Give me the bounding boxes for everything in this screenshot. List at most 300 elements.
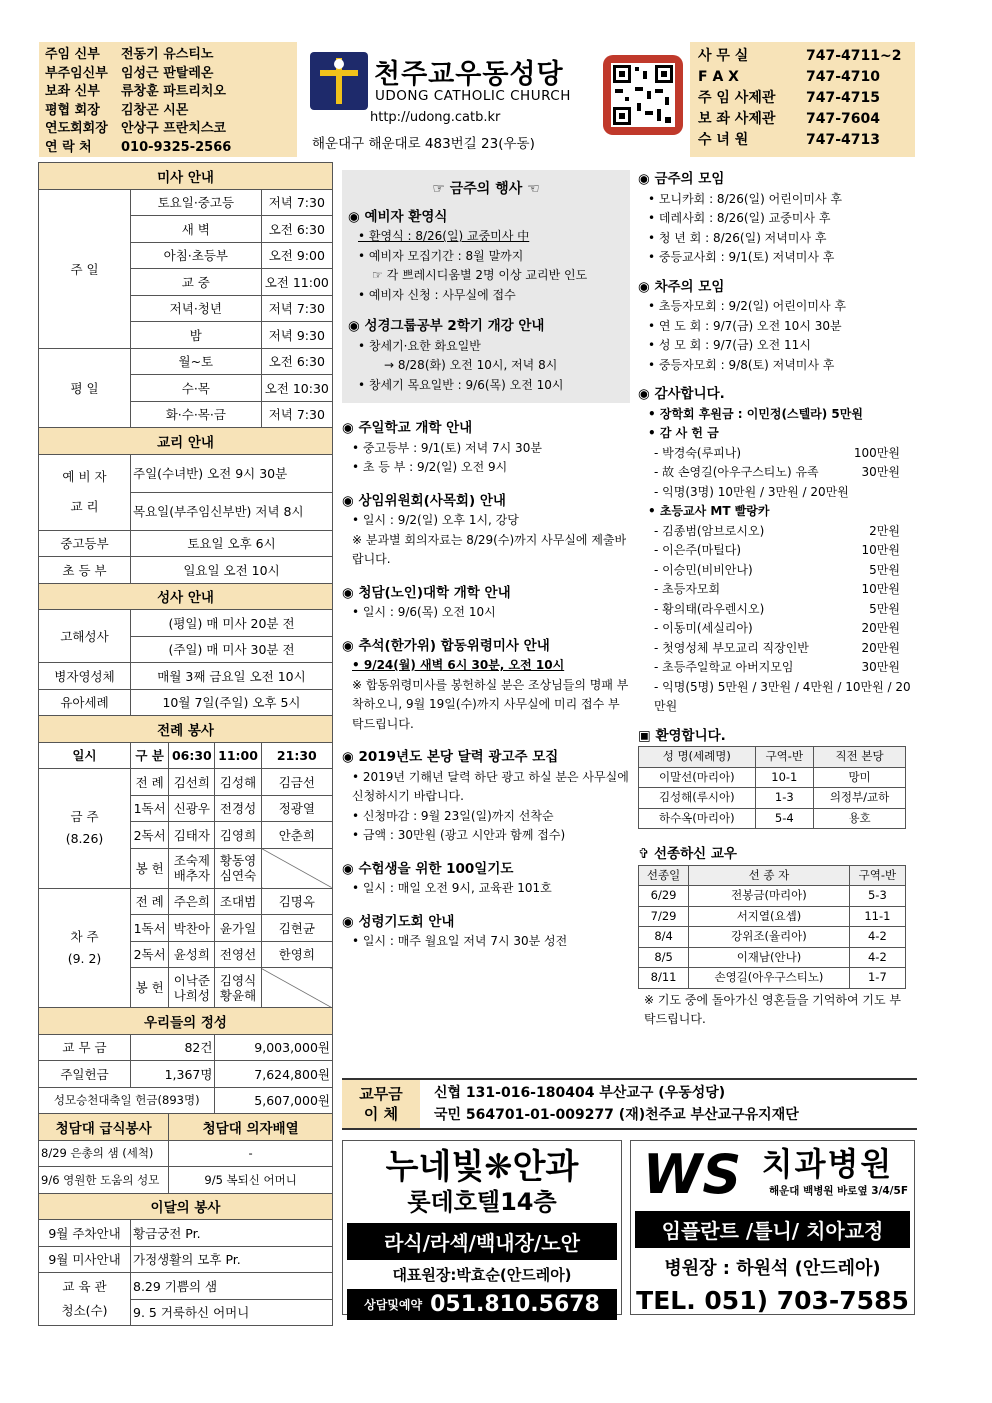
table-cell: 김금선 (261, 769, 332, 796)
phone-label: 주 임 사제관 (698, 90, 776, 106)
table-cell: 9월 미사안내 (39, 1246, 131, 1273)
table-row (39, 428, 333, 455)
deceased-table (638, 865, 906, 989)
staff-role: 주임 신부 (45, 47, 100, 62)
qr-code[interactable] (603, 55, 683, 135)
phone-row (698, 109, 907, 130)
notice-line: • 중고등부 : 9/1(토) 저녁 7시 30분 (352, 440, 542, 455)
table-cell: 11-1 (849, 906, 905, 927)
meet-line: • 모니카회 : 8/26(일) 어린이미사 후 (648, 191, 843, 206)
table-cell: 4-2 (849, 927, 905, 948)
mass-time: 오전 11:00 (261, 269, 332, 296)
table-header (639, 747, 906, 768)
meet-line: • 중등자모회 : 9/8(토) 저녁미사 후 (648, 357, 835, 372)
donation-amount: 20만원 (861, 621, 900, 635)
ad2-address: 해운대 백병원 바로옆 3/4/5F (768, 1185, 908, 1197)
table-cell: 2독서 (131, 822, 169, 849)
donor-name: - 첫영성체 부모교리 직장인반 (654, 640, 809, 655)
table-cell: 2독서 (131, 941, 169, 968)
table-cell: 김성해 (215, 769, 261, 796)
table-cell: 조숙제 배추자 (169, 848, 215, 888)
table-cell: 8/5 (639, 947, 689, 968)
middle-column (342, 170, 630, 966)
section-title: 이달의 봉사 (39, 1193, 333, 1220)
table-row (39, 1246, 333, 1273)
event-line: • 창세기·요한 화요일반 (358, 338, 481, 353)
mass-time: 저녁 7:30 (261, 401, 332, 428)
mass-name: 토요일·중고등 (131, 189, 262, 216)
table-cell: 안춘희 (261, 822, 332, 849)
church-name: 천주교우동성당 (374, 59, 564, 90)
staff-name: 김창곤 시몬 (121, 102, 189, 118)
church-url[interactable]: http://udong.catb.kr (370, 110, 501, 125)
table-row (39, 189, 333, 216)
table-row (39, 1140, 333, 1167)
table-cell: 김성해(루시아) (639, 788, 756, 809)
church-address: 해운대구 해운대로 483번길 23(우동) (312, 136, 535, 152)
list-item (638, 483, 918, 503)
table-cell: 9,003,000원 (215, 1034, 333, 1061)
liturgy-header: 06:30 (169, 742, 215, 769)
table-cell: (주일) 매 미사 30분 전 (131, 636, 333, 663)
table-row (39, 1193, 333, 1220)
donor-name: - 초등자모회 (654, 582, 721, 596)
notice-line: • 신청마감 : 9월 23일(일)까지 선착순 (352, 808, 554, 823)
list-item (638, 444, 918, 464)
phone-label: 사 무 실 (698, 48, 749, 64)
table-cell: 1,367명 (131, 1061, 215, 1088)
event-heading: ◉ 성경그룹공부 2학기 개강 안내 (348, 318, 545, 334)
event-line: ☞ 각 쁘레시디움별 2명 이상 교리반 인도 (372, 268, 588, 282)
notice-section (342, 860, 630, 899)
table-cell: 82건 (131, 1034, 215, 1061)
ad1-contact-label: 상담및예약 (364, 1298, 423, 1312)
phone-number[interactable]: 747-7604 (806, 111, 880, 127)
mass-group-label: 평 일 (39, 348, 131, 428)
mass-name: 밤 (131, 322, 262, 349)
staff-name: 010-9325-2566 (121, 139, 232, 155)
table-cell: 김영식 황윤해 (215, 968, 261, 1008)
table-row (39, 1061, 333, 1088)
table-row (39, 1167, 333, 1194)
phone-number[interactable]: 747-4713 (806, 132, 880, 148)
ad1-director: 대표원장:박효순(안드레아) (392, 1266, 572, 1284)
table-cell: 조대범 (215, 888, 261, 915)
table-row (39, 742, 333, 769)
table-row (639, 788, 906, 809)
staff-name: 류창훈 파트리치오 (121, 84, 226, 99)
church-logo (310, 48, 600, 118)
donation-amount: 30만원 (861, 465, 900, 479)
table-cell: 교 육 관 청소(수) (39, 1273, 131, 1326)
notice-section (342, 419, 630, 478)
list-item (638, 619, 918, 639)
table-cell: 용호 (814, 808, 906, 829)
this-week-events (342, 170, 630, 403)
staff-role: 평협 회장 (45, 102, 100, 118)
donation-amount: 2만원 (869, 523, 900, 538)
table-cell: 청담대 의자배열 (169, 1114, 333, 1141)
phone-label: 보 좌 사제관 (698, 111, 776, 127)
table-row (39, 1114, 333, 1141)
table-cell: 1-7 (849, 968, 905, 989)
donation-amount: 10만원 (861, 543, 900, 557)
donation-amount: 5만원 (869, 562, 900, 577)
table-row (39, 348, 333, 375)
phone-row (698, 88, 907, 109)
staff-name: 안상구 프란치스코 (121, 121, 226, 136)
section-title: 우리들의 정성 (39, 1008, 333, 1035)
notice-line: • 일시 : 9/2(일) 오후 1시, 강당 (352, 513, 519, 527)
notice-line: ※ 분과별 회의자료는 8/29(수)까지 사무실에 제출바랍니다. (352, 532, 627, 566)
table-cell (261, 968, 332, 1008)
table-cell: 이말선(마리아) (639, 767, 756, 788)
table-row (39, 1034, 333, 1061)
list-item (638, 541, 918, 561)
table-cell: 주일(수녀반) 오전 9시 30분 (131, 454, 333, 492)
donor-name: - 이은주(마틸다) (654, 543, 742, 557)
event-line: • 예비자 신청 : 사무실에 접수 (358, 287, 516, 302)
event-heading: ◉ 예비자 환영식 (348, 208, 448, 225)
table-cell: 의정부/교하 (814, 788, 906, 809)
notice-heading: ◉ 청담(노인)대학 개학 안내 (342, 584, 511, 601)
table-cell: 봉 헌 (131, 848, 169, 888)
table-cell: 병자영성체 (39, 663, 131, 690)
table-cell: 김현균 (261, 915, 332, 942)
meet-line: • 성 모 회 : 9/7(금) 오전 11시 (648, 338, 811, 352)
mass-name: 월~토 (131, 348, 262, 375)
mt-heading: • 초등교사 MT 빨랑카 (648, 504, 770, 518)
meet-line: • 초등자모회 : 9/2(일) 어린이미사 후 (648, 299, 846, 313)
table-cell: 목요일(부주임신부반) 저녁 8시 (131, 492, 333, 530)
table-cell: 초 등 부 (39, 557, 131, 584)
column-header: 선 종 자 (689, 865, 850, 886)
donation-amount: 10만원 (861, 582, 900, 596)
ad2-director: 병원장 : 하원석 (안드레아) (664, 1258, 881, 1279)
meet-line: • 청 년 회 : 8/26(일) 저녁미사 후 (648, 230, 827, 245)
table-cell (261, 848, 332, 888)
table-cell: 중고등부 (39, 530, 131, 557)
table-row (39, 716, 333, 743)
ad2-logo: WS (642, 1143, 742, 1206)
table-cell: 황금궁전 Pr. (131, 1220, 333, 1247)
table-cell: 유아세례 (39, 689, 131, 716)
phone-number[interactable]: 747-4710 (806, 69, 880, 85)
table-cell: 1독서 (131, 795, 169, 822)
qr-icon (611, 63, 675, 127)
table-row (39, 163, 333, 190)
section-title: 교리 안내 (39, 428, 333, 455)
table-cell: 교 무 금 (39, 1034, 131, 1061)
table-cell: 이낙준 나희성 (169, 968, 215, 1008)
staff-box (39, 42, 297, 157)
events-title: ☞ 금주의 행사 ☜ (432, 181, 540, 197)
phone-row (698, 130, 907, 151)
mass-time: 저녁 7:30 (261, 295, 332, 322)
table-row (639, 906, 906, 927)
notice-line: ※ 합동위령미사를 봉헌하실 분은 조상님들의 명패 부착하오니, 9월 19일(수)까지 사무실에 미리 접수 부탁드립니다. (352, 677, 629, 731)
staff-row (45, 83, 291, 102)
donation-amount: 30만원 (861, 660, 900, 674)
table-cell: 9. 5 거룩하신 어머니 (131, 1299, 333, 1326)
mass-name: 새 벽 (131, 216, 262, 243)
phone-row (698, 67, 907, 88)
table-cell: 박찬아 (169, 915, 215, 942)
section-title: 전례 봉사 (39, 716, 333, 743)
mass-group-label: 주 일 (39, 189, 131, 348)
list-item (638, 658, 918, 678)
staff-role: 연 락 처 (45, 139, 92, 155)
meet-this-heading: ◉ 금주의 모임 (638, 171, 725, 187)
staff-name: 임성근 판탈레온 (121, 65, 214, 81)
anon-line: - 익명(5명) 5만원 / 3만원 / 4만원 / 10만원 / 20만원 (654, 679, 911, 713)
mass-name: 화·수·목·금 (131, 401, 262, 428)
notice-line: • 일시 : 매주 월요일 저녁 7시 30분 성전 (352, 934, 568, 948)
list-item (638, 463, 918, 483)
table-cell: 윤성희 (169, 941, 215, 968)
ad1-phone: 051.810.5678 (430, 1292, 600, 1317)
table-row (639, 886, 906, 907)
table-cell: 성모승천대축일 헌금(893명) (39, 1087, 215, 1114)
meet-line: • 중등교사회 : 9/1(토) 저녁미사 후 (648, 250, 835, 264)
table-cell: 9월 주차안내 (39, 1220, 131, 1247)
table-row (39, 454, 333, 492)
table-cell: 윤가일 (215, 915, 261, 942)
mass-time: 오전 9:00 (261, 242, 332, 269)
donor-name: - 김종범(암브로시오) (654, 523, 765, 538)
church-eng-name: UDONG CATHOLIC CHURCH (375, 88, 571, 104)
staff-role: 부주임신부 (45, 65, 108, 81)
scholarship-line: • 장학회 후원금 : 이민정(스텔라) 5만원 (648, 406, 863, 421)
table-cell: (평일) 매 미사 20분 전 (131, 610, 333, 637)
phone-label: 수 녀 원 (698, 132, 749, 148)
mt-list (638, 522, 918, 678)
column-header: 선종일 (639, 865, 689, 886)
staff-row (45, 139, 291, 158)
right-column (638, 168, 918, 1030)
table-cell: 9/6 영원한 도움의 성모 (39, 1167, 169, 1194)
table-row (39, 1220, 333, 1247)
deceased-note: ※ 기도 중에 돌아가신 영혼들을 기억하여 기도 부탁드립니다. (644, 992, 902, 1026)
staff-row (45, 102, 291, 121)
bank-transfer (342, 1078, 917, 1130)
deceased-heading: ✞ 선종하신 교우 (638, 846, 737, 862)
table-row (39, 769, 333, 796)
table-row (39, 557, 333, 584)
table-row (639, 767, 906, 788)
donor-name: - 이승민(비비안나) (654, 562, 753, 577)
table-row (39, 610, 333, 637)
table-cell: 황동영 심연숙 (215, 848, 261, 888)
mass-name: 아침·초등부 (131, 242, 262, 269)
table-cell: 8/4 (639, 927, 689, 948)
table-cell: 김선희 (169, 769, 215, 796)
table-cell: 망미 (814, 767, 906, 788)
notice-line: • 일시 : 9/6(목) 오전 10시 (352, 605, 496, 619)
mass-time: 오전 6:30 (261, 216, 332, 243)
notice-line: • 2019년 기해년 달력 하단 광고 하실 분은 사무실에 신청하시기 바랍니다. (352, 769, 629, 803)
table-cell: 신광우 (169, 795, 215, 822)
mass-time: 오전 6:30 (261, 348, 332, 375)
column-header: 성 명(세례명) (639, 747, 756, 768)
table-cell: - (169, 1140, 333, 1167)
ad1-title: 누네빛❋안과 (385, 1147, 579, 1187)
table-cell: 전 례 (131, 888, 169, 915)
table-cell: 토요일 오후 6시 (131, 530, 333, 557)
table-row (639, 947, 906, 968)
table-row (39, 1273, 333, 1300)
staff-role: 보좌 신부 (45, 84, 100, 99)
table-header (639, 865, 906, 886)
section-title: 성사 안내 (39, 583, 333, 610)
event-line: • 예비자 모집기간 : 8월 말까지 (358, 248, 524, 263)
table-cell: 5-3 (849, 886, 905, 907)
meet-line: • 연 도 회 : 9/7(금) 오전 10시 30분 (648, 318, 842, 333)
table-cell: 7,624,800원 (215, 1061, 333, 1088)
table-cell: 예 비 자 교 리 (39, 454, 131, 530)
ad2-phone: TEL. 051) 703-7585 (636, 1286, 909, 1315)
phone-label: F A X (698, 69, 739, 85)
table-cell: 4-2 (849, 947, 905, 968)
eye-clinic-ad[interactable] (342, 1140, 622, 1315)
mass-name: 교 중 (131, 269, 262, 296)
notice-section (342, 492, 630, 570)
ad1-sub: 롯데호텔14층 (407, 1188, 557, 1216)
table-cell: 8/11 (639, 968, 689, 989)
table-cell: 10월 7일(주일) 오후 5시 (131, 689, 333, 716)
mass-time: 저녁 7:30 (261, 189, 332, 216)
donor-name: - 익명(3명) 10만원 / 3만원 / 20만원 (654, 484, 849, 499)
table-cell: 6/29 (639, 886, 689, 907)
phone-number[interactable]: 747-4711~2 (806, 48, 902, 64)
table-cell: 가정생활의 모후 Pr. (131, 1246, 333, 1273)
event-line: → 8/28(화) 오전 10시, 저녁 8시 (384, 358, 558, 372)
donor-name: - 故 손영길(아우구스티노) 유족 (654, 465, 819, 479)
table-cell: 주일헌금 (39, 1061, 131, 1088)
mass-name: 저녁·청년 (131, 295, 262, 322)
list-item (638, 522, 918, 542)
table-cell: 서지열(요셉) (689, 906, 850, 927)
notice-section (342, 748, 630, 846)
table-cell: 강위조(율리아) (689, 927, 850, 948)
table-row (639, 927, 906, 948)
table-cell: 매월 3째 금요일 오전 10시 (131, 663, 333, 690)
notice-heading: ◉ 수험생을 위한 100일기도 (342, 860, 514, 877)
table-cell: 김영희 (215, 822, 261, 849)
column-header: 직전 본당 (814, 747, 906, 768)
table-cell: 전경성 (215, 795, 261, 822)
table-cell: 전영선 (215, 941, 261, 968)
left-info-table (38, 162, 333, 1326)
table-cell: 고해성사 (39, 610, 131, 663)
table-cell: 한영희 (261, 941, 332, 968)
liturgy-header: 구 분 (131, 742, 169, 769)
donor-name: - 이동미(세실리아) (654, 621, 753, 635)
table-row (39, 689, 333, 716)
table-row (39, 663, 333, 690)
meet-line: • 데레사회 : 8/26(일) 교중미사 후 (648, 211, 831, 225)
gift-list (638, 444, 918, 503)
event-line: • 창세기 목요일반 : 9/6(목) 오전 10시 (358, 377, 564, 392)
table-cell: 봉 헌 (131, 968, 169, 1008)
donation-amount: 5만원 (869, 601, 900, 616)
notice-line: • 9/24(월) 새벽 6시 30분, 오전 10시 (352, 658, 565, 672)
notice-line: • 초 등 부 : 9/2(일) 오전 9시 (352, 460, 508, 474)
phone-row (698, 46, 907, 67)
table-cell: 손영길(아우구스티노) (689, 968, 850, 989)
table-cell: 8/29 은총의 샘 (세척) (39, 1140, 169, 1167)
notice-line: • 일시 : 매일 오전 9시, 교육관 101호 (352, 881, 552, 895)
ad2-title: 치과병원 (761, 1145, 894, 1183)
thanks-heading: ◉ 감사합니다. (638, 386, 725, 402)
notice-heading: ◉ 추석(한가위) 합동위령미사 안내 (342, 637, 550, 654)
mass-name: 수·목 (131, 375, 262, 402)
gift-heading: • 감 사 헌 금 (648, 426, 719, 440)
notice-section (342, 584, 630, 623)
donation-amount: 100만원 (853, 445, 900, 460)
mass-time: 오전 10:30 (261, 375, 332, 402)
list-item (638, 561, 918, 581)
table-cell: 일요일 오전 10시 (131, 557, 333, 584)
table-cell: 5,607,000원 (215, 1087, 333, 1114)
staff-role: 연도회회장 (45, 121, 108, 136)
notices (342, 419, 630, 952)
table-cell: 정광열 (261, 795, 332, 822)
ad2-services: 임플란트 /틀니/ 치아교정 (635, 1211, 910, 1248)
table-cell: 청담대 급식봉사 (39, 1114, 169, 1141)
notice-section (342, 913, 630, 952)
table-row (39, 888, 333, 915)
bank-label: 교무금 이 체 (342, 1080, 420, 1128)
table-row (39, 1087, 333, 1114)
cross-logo-icon (310, 52, 368, 110)
table-row (39, 1008, 333, 1035)
meet-next-heading: ◉ 차주의 모임 (638, 278, 725, 295)
ad1-services: 라식/라섹/백내장/노안 (347, 1223, 617, 1260)
welcome-heading: ▣ 환영합니다. (638, 727, 726, 744)
notice-line: • 금액 : 30만원 (광고 시안과 함께 접수) (352, 828, 566, 842)
table-cell: 전 례 (131, 769, 169, 796)
liturgy-header: 일시 (39, 742, 131, 769)
welcome-table (638, 746, 906, 829)
liturgy-header: 11:00 (215, 742, 261, 769)
staff-row (45, 65, 291, 84)
list-item (638, 580, 918, 600)
notice-heading: ◉ 2019년도 본당 달력 광고주 모집 (342, 749, 559, 765)
staff-row (45, 46, 291, 65)
notice-section (342, 637, 630, 735)
table-cell: 1독서 (131, 915, 169, 942)
mass-time: 저녁 9:30 (261, 322, 332, 349)
bank-account-1: 신협 131-016-180404 부산교구 (우동성당) (434, 1085, 726, 1101)
phone-box (690, 42, 915, 157)
donation-amount: 20만원 (861, 640, 900, 655)
list-item (638, 600, 918, 620)
table-cell: 전봉금(마리아) (689, 886, 850, 907)
table-cell: 10-1 (755, 767, 814, 788)
donor-name: - 초등주일학교 아버지모임 (654, 660, 794, 674)
notice-heading: ◉ 성령기도회 안내 (342, 913, 455, 930)
notice-heading: ◉ 주일학교 개학 안내 (342, 420, 473, 436)
liturgy-header: 21:30 (261, 742, 332, 769)
staff-row (45, 120, 291, 139)
table-row (39, 530, 333, 557)
table-cell: 이재남(안나) (689, 947, 850, 968)
dental-clinic-ad[interactable] (630, 1140, 915, 1315)
list-item (638, 639, 918, 659)
table-cell: 김태자 (169, 822, 215, 849)
phone-number[interactable]: 747-4715 (806, 90, 880, 106)
